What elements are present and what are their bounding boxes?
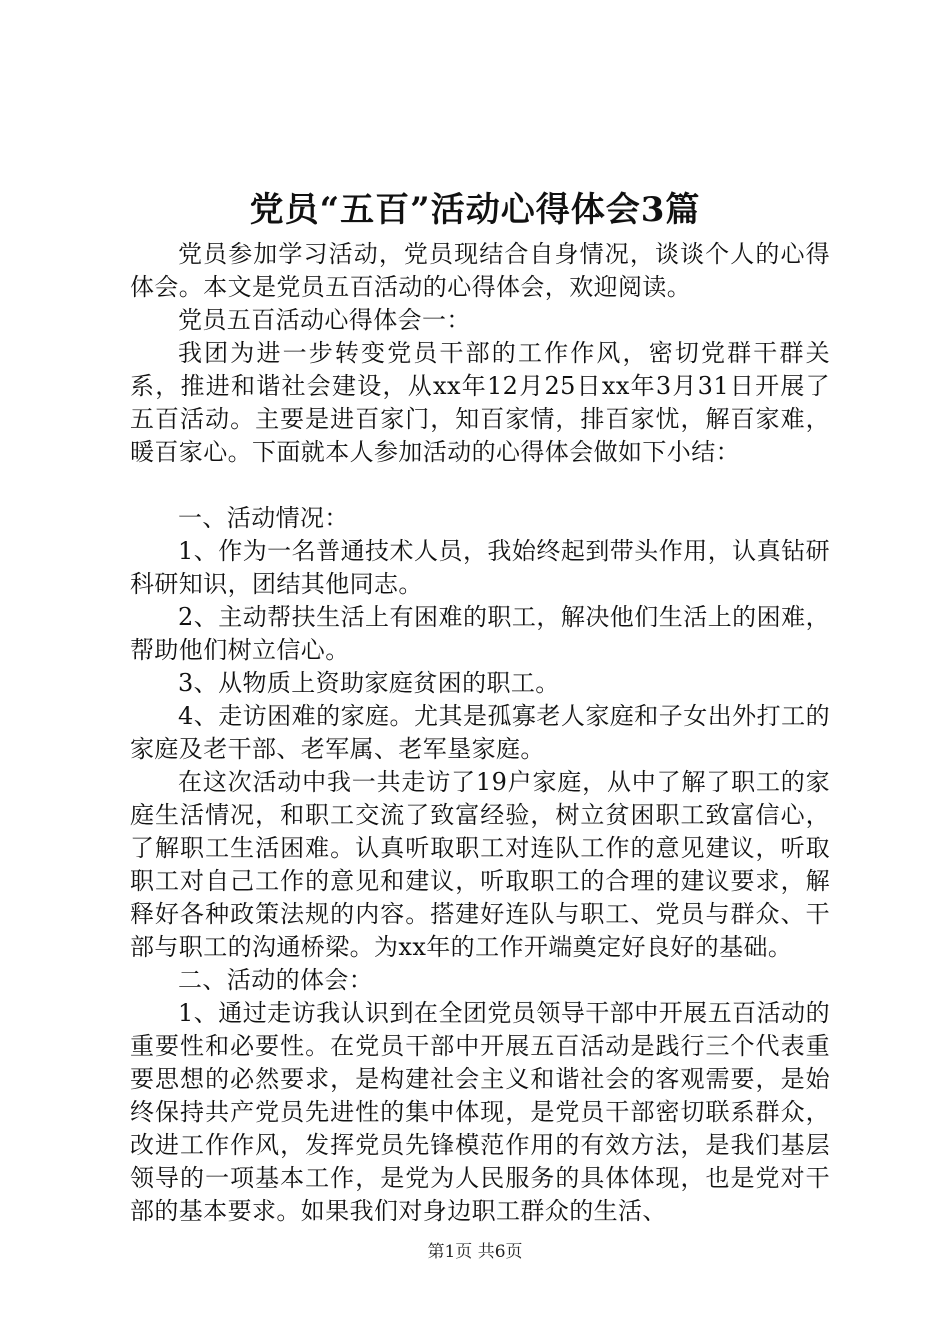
paragraph-heading-part-one: 党员五百活动心得体会一： [178,306,471,334]
paragraph-visit-summary: 在这次活动中我一共走访了19户家庭，从中了解了职工的家庭生活情况，和职工交流了致富经验，树立贫困职工致富信心，了解职工生活困难。认真听取职工对连队工作的意见建议，听取职工对自己工作的意见和建议，听取职工的合理的建议要求，解释好各种政策法规的内容。搭建好连队与职工、党员与群众、干部与职工的沟通桥梁。为xx年的工作开端奠定好良好的基础。 [130,768,830,961]
section-heading-experience: 二、活动的体会： [178,966,374,994]
section-heading-activity-status: 一、活动情况： [178,504,349,532]
document-title: 党员“五百”活动心得体会3篇 [249,190,701,230]
page-footer: 第1页 共6页 [427,1242,523,1262]
paragraph-activity-overview: 我团为进一步转变党员干部的工作作风，密切党群干群关系，推进和谐社会建设，从xx年12月25日xx年3月31日开展了五百活动。主要是进百家门，知百家情，排百家忧，解百家难，暖百家心。下面就本人参加活动的心得体会做如下小结： [130,339,830,466]
list-item-4: 4、走访困难的家庭。尤其是孤寡老人家庭和子女出外打工的家庭及老干部、老军属、老军垦家庭。 [130,702,830,763]
list-item-3: 3、从物质上资助家庭贫困的职工。 [178,669,560,697]
blank-line [130,469,830,502]
document-body [130,238,830,1228]
paragraph-experience-1: 1、通过走访我认识到在全团党员领导干部中开展五百活动的重要性和必要性。在党员干部中开展五百活动是践行三个代表重要思想的必然要求，是构建社会主义和谐社会的客观需要，是始终保持共产党员先进性的集中体现，是党员干部密切联系群众，改进工作作风，发挥党员先锋模范作用的有效方法，是我们基层领导的一项基本工作，是党为人民服务的具体体现，也是党对干部的基本要求。如果我们对身边职工群众的生活、 [130,999,830,1225]
paragraph-intro: 党员参加学习活动，党员现结合自身情况，谈谈个人的心得体会。本文是党员五百活动的心得体会，欢迎阅读。 [130,240,830,301]
list-item-2: 2、主动帮扶生活上有困难的职工，解决他们生活上的困难，帮助他们树立信心。 [130,603,830,664]
list-item-1: 1、作为一名普通技术人员，我始终起到带头作用，认真钻研科研知识，团结其他同志。 [130,537,830,598]
